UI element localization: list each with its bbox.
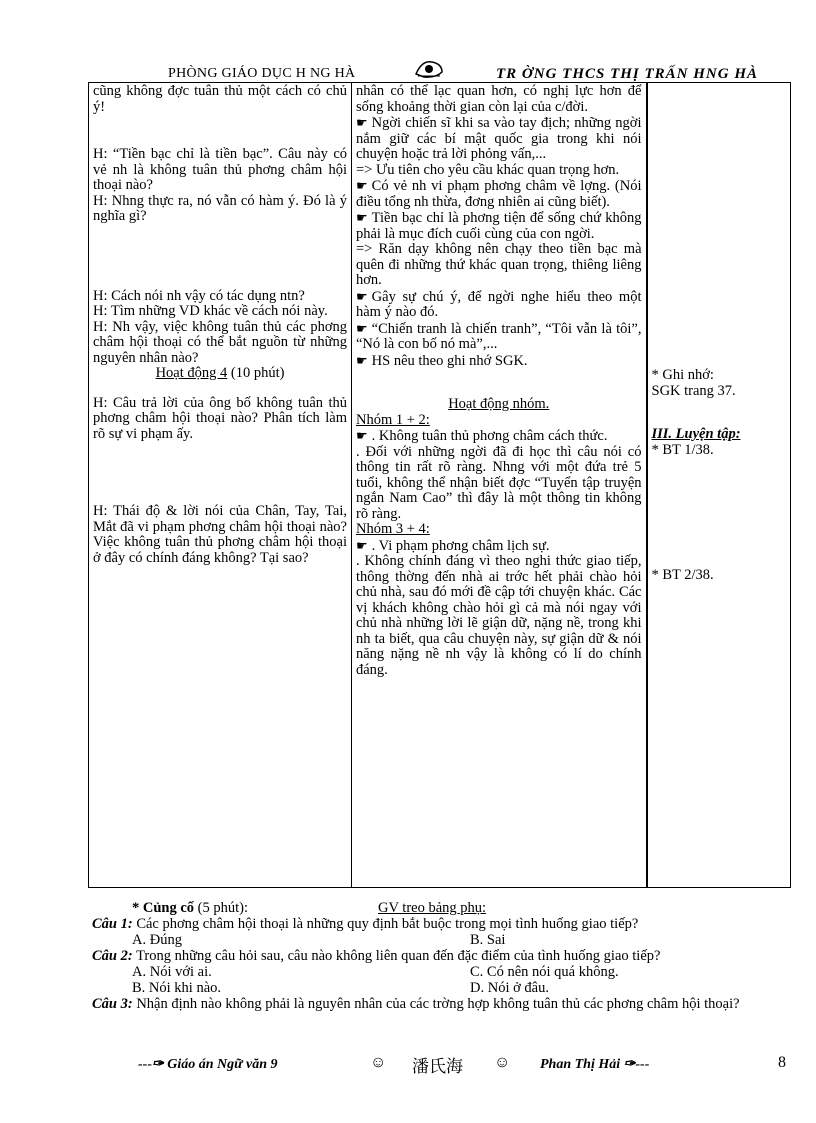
question-3: Câu 3: Nhận định nào không phải là nguyên nhân của các trờng hợp không tuân thủ các phơng châm hội thoại? [92,996,740,1012]
answer-text: Tiền bạc chỉ là phơng tiện để sống chứ không phải là mục đích cuối cùng của con ngời. [356,210,642,242]
school-logo-icon [412,56,446,80]
answer-text: . Không tuân thủ phơng châm cách thức. [371,428,608,444]
answer-text: => Răn dạy không nên chạy theo tiền bạc mà quên đi những thứ khác quan trọng, thiêng liêng hơn. [356,241,642,288]
question-text: H: Thái độ & lời nói của Chân, Tay, Tai, Mắt đã vi phạm phơng châm hội thoại nào? Việc không tuân thủ phơng châm hội thoại ở đây có chính đáng không? Tại sao? [93,503,347,566]
question-text: H: “Tiền bạc chỉ là tiền bạc”. Câu này có vẻ nh là không tuân thủ phơng châm hội thoại nào? [93,146,347,193]
footer-author: Phan Thị Hải ✑--- [540,1057,650,1072]
question-text: cũng không đợc tuân thủ một cách có chủ ý! [93,83,347,115]
header-right: TR ỜNG THCS THỊ TRẤN HNG HÀ [496,66,759,82]
page-number: 8 [778,1054,786,1071]
question-text: H: Câu trả lời của ông bố không tuân thủ phơng châm hội thoại nào? Phân tích làm rõ sự vi phạm ấy. [93,394,347,442]
group-label: Nhóm 1 + 2: [356,411,430,428]
question-1: Câu 1: Các phơng châm hội thoại là những quy định bắt buộc trong mọi tình huống giao tiếp? [92,916,639,932]
review-section [88,900,790,1012]
scroll-ornament-icon: ✑ [152,1057,164,1072]
footer-title: ---✑ Giáo án Ngữ văn 9 [138,1057,278,1072]
question-2-options-b: B. Nói khi nào. D. Nói ở đâu. [132,980,549,996]
page-footer [0,1052,816,1076]
group-label: Nhóm 3 + 4: [356,521,430,537]
scroll-ornament-icon: ✑ [623,1057,636,1072]
answer-text: nhân có thể lạc quan hơn, có nghị lực hơn để sống khoảng thời gian còn lại của c/đời. [356,83,642,115]
header-left: PHÒNG GIÁO DỤC H NG HÀ [168,66,356,81]
answer-text: . Đối với những ngời đã đi học thì câu nói có thông tin rất rõ ràng. Nhng với một đứa trẻ 5 tuổi, không thể nhận biết đợc “Tuyển tập truyện ngắn Nam Cao” thì đây là một thông tin không rõ ràng. [356,443,642,522]
notes-column [647,83,791,888]
group-activity-title: Hoạt động nhóm. [448,396,550,412]
answer-text: “Chiến tranh là chiến tranh”, “Tôi vẫn là tôi”, “Nó là con bố nó mà”,... [356,320,642,352]
answer-text: => Ưu tiên cho yêu cầu khác quan trọng hơn. [356,161,620,178]
activity-heading: Hoạt động 4 (10 phút) [155,365,285,381]
question-2: Câu 2: Trong những câu hỏi sau, câu nào không liên quan đến đặc điểm của tình huống giao tiếp? [92,948,661,964]
hand-pointing-icon: ☛ [356,320,368,336]
hand-pointing-icon: ☛ [356,115,368,130]
lesson-table [88,82,791,888]
note-label: * Ghi nhớ: [651,367,714,383]
exercise-item: * BT 1/38. [651,441,714,458]
note-text: SGK trang 37. [651,382,736,399]
footer-chinese-name: 潘氏海 [412,1057,463,1076]
smiley-icon: ☺ [494,1054,511,1071]
answer-text: . Không chính đáng vì theo nghi thức giao tiếp, thông thờng đến nhà ai trớc hết phải chào hỏi chủ nhà, sau đó mới đề cập tới chuyện khác. Các vị khách không chào hỏi gì cả mà nói ngay với chủ nhà những lời lẽ giận dữ, nặng nề, trong khi nh ta biết, qua câu chuyện này, sự giận dữ & nói năng nặng nề nh vậy là không có lí do chính đáng. [356,553,642,678]
smiley-icon: ☺ [370,1054,387,1071]
hand-pointing-icon: ☛ [356,428,368,443]
question-text: H: Nhng thực ra, nó vẫn có hàm ý. Đó là ý nghĩa gì? [93,192,347,224]
question-1-options: A. Đúng B. Sai [132,932,506,948]
question-text: H: Tìm những VD khác về cách nói này. [93,303,328,319]
question-text: H: Nh vậy, việc không tuân thủ các phơng châm hội thoại có thể bắt nguồn từ những nguyên nhân nào? [93,318,347,366]
hand-pointing-icon: ☛ [356,537,368,553]
answer-text: . Vi phạm phơng châm lịch sự. [371,537,550,554]
answer-text: Có vẻ nh vi phạm phơng châm về lợng. (Nói điều tổng nh thừa, đơng nhiên ai cũng biết). [356,178,642,210]
answer-text: Ngời chiến sĩ khi sa vào tay địch; những ngời nắm giữ các bí mật quốc gia trong khi nói chuyện hoặc trả lời phỏng vấn,... [356,115,642,162]
questions-column [89,83,352,888]
page-header [0,64,816,84]
question-2-options-a: A. Nói với ai. C. Có nên nói quá không. [132,964,619,980]
answer-text: Gây sự chú ý, để ngời nghe hiểu theo một hàm ý nào đó. [356,288,642,320]
hand-pointing-icon: ☛ [356,178,368,193]
hand-pointing-icon: ☛ [356,352,368,368]
question-text: H: Cách nói nh vậy có tác dụng ntn? [93,287,305,304]
review-heading: * Củng cố (5 phút): GV treo bảng phụ: [132,900,487,916]
answers-column [352,83,647,888]
exercise-item: * BT 2/38. [651,567,714,583]
hand-pointing-icon: ☛ [356,210,368,225]
practice-heading: III. Luyện tập: [651,426,741,442]
answer-text: HS nêu theo ghi nhớ SGK. [371,352,528,369]
hand-pointing-icon: ☛ [356,288,368,304]
